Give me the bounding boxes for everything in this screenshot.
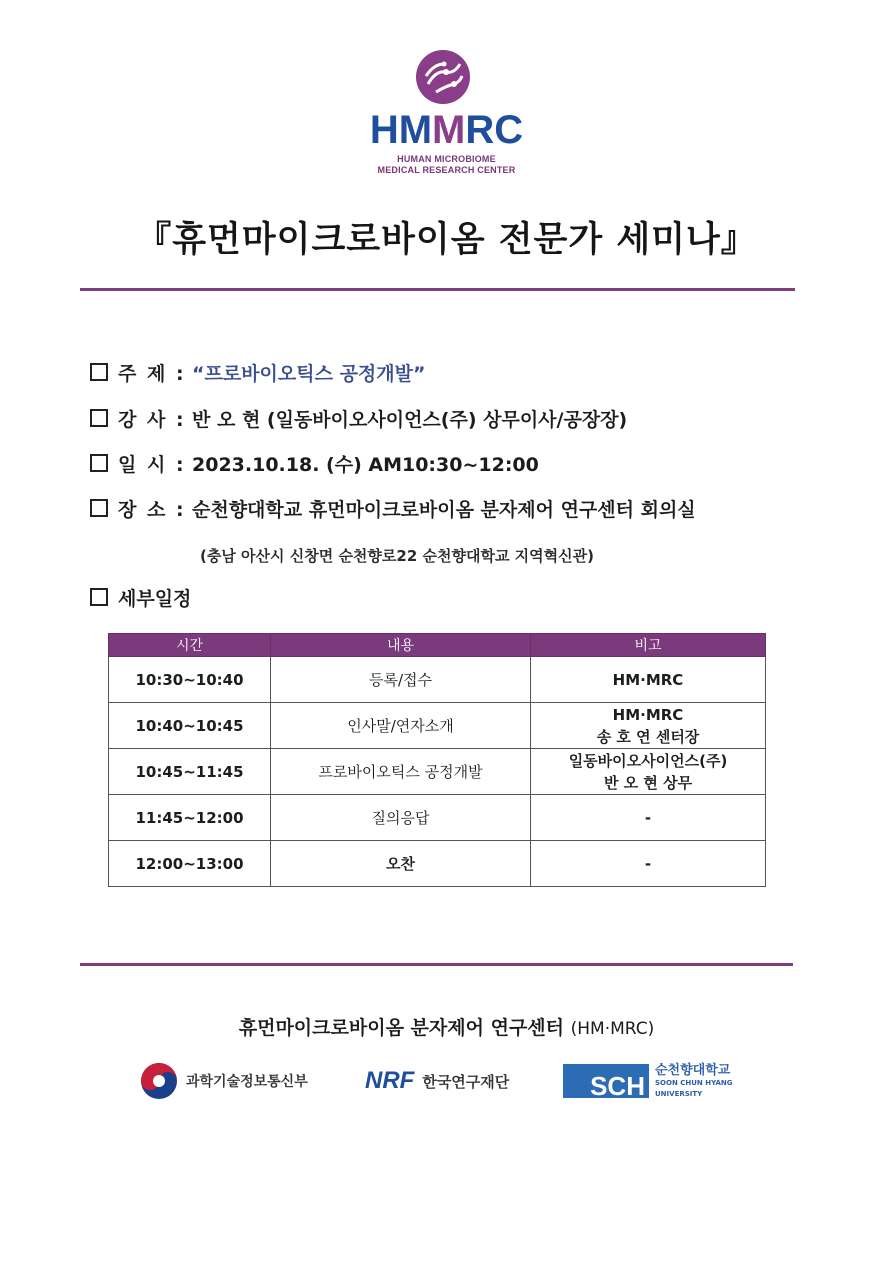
taegeuk-icon <box>140 1062 178 1100</box>
header-content: 내용 <box>271 634 531 657</box>
checkbox-square-icon <box>90 499 108 517</box>
footer-divider <box>80 963 793 966</box>
date-label: 일 시 : <box>118 453 186 476</box>
row-content: 프로바이오틱스 공정개발 <box>271 749 531 795</box>
logo-wordmark: HMMRC <box>369 108 524 152</box>
speaker-row <box>90 403 627 433</box>
place-value: 순천향대학교 휴먼마이크로바이옴 분자제어 연구센터 회의실 <box>192 498 696 521</box>
sch-logo <box>563 1060 733 1102</box>
row-note: 일동바이오사이언스(주) 반 오 현 상무 <box>531 749 766 795</box>
row-note: HM·MRC 송 호 연 센터장 <box>531 703 766 749</box>
table-row <box>109 703 766 749</box>
place-address: (충남 아산시 신창면 순천향로22 순천향대학교 지역혁신관) <box>200 547 594 565</box>
row-content: 인사말/연자소개 <box>271 703 531 749</box>
speaker-value: 반 오 현 (일동바이오사이언스(주) 상무이사/공장장) <box>192 408 628 431</box>
row-note: HM·MRC <box>531 657 766 703</box>
place-row <box>90 493 696 523</box>
nrf-mark: NRF <box>365 1067 415 1094</box>
nrf-logo: NRF 한국연구재단 <box>365 1067 510 1094</box>
row-time: 11:45~12:00 <box>109 795 271 841</box>
topic-value: “프로바이오틱스 공정개발” <box>192 362 426 385</box>
date-row <box>90 448 539 478</box>
header-time: 시간 <box>109 634 271 657</box>
row-time: 10:45~11:45 <box>109 749 271 795</box>
logo-subtitle-1: HUMAN MICROBIOME <box>397 154 496 164</box>
row-time: 10:30~10:40 <box>109 657 271 703</box>
date-value: 2023.10.18. (수) AM10:30~12:00 <box>192 453 539 476</box>
row-time: 12:00~13:00 <box>109 841 271 887</box>
table-row <box>109 657 766 703</box>
checkbox-square-icon <box>90 409 108 427</box>
row-note: - <box>531 841 766 887</box>
row-time: 10:40~10:45 <box>109 703 271 749</box>
sch-mark: SCH <box>563 1064 649 1098</box>
checkbox-square-icon <box>90 363 108 381</box>
checkbox-square-icon <box>90 588 108 606</box>
table-row <box>109 795 766 841</box>
row-content: 등록/접수 <box>271 657 531 703</box>
topic-label: 주 제 : <box>118 362 186 385</box>
footer-center-name: 휴먼마이크로바이옴 분자제어 연구센터 (HM·MRC) <box>238 1017 655 1039</box>
schedule-heading: 세부일정 <box>118 587 192 610</box>
schedule-heading-row <box>90 582 191 612</box>
title-divider <box>80 288 795 291</box>
logo-subtitle-2: MEDICAL RESEARCH CENTER <box>377 165 516 175</box>
microbiome-logo-icon <box>416 50 470 104</box>
table-header-row <box>109 634 766 657</box>
place-label: 장 소 : <box>118 498 186 521</box>
checkbox-square-icon <box>90 454 108 472</box>
seminar-title: 『휴먼마이크로바이옴 전문가 세미나』 <box>136 220 757 260</box>
row-note: - <box>531 795 766 841</box>
topic-row <box>90 357 425 387</box>
speaker-label: 강 사 : <box>118 408 186 431</box>
header-note: 비고 <box>531 634 766 657</box>
row-content: 질의응답 <box>271 795 531 841</box>
msit-logo: 과학기술정보통신부 <box>140 1060 308 1102</box>
row-content: 오찬 <box>271 841 531 887</box>
table-row <box>109 841 766 887</box>
hmmrc-logo <box>0 50 893 185</box>
schedule-table <box>108 633 766 887</box>
sch-text: 순천향대학교 SOON CHUN HYANG UNIVERSITY <box>655 1062 733 1098</box>
table-row <box>109 749 766 795</box>
